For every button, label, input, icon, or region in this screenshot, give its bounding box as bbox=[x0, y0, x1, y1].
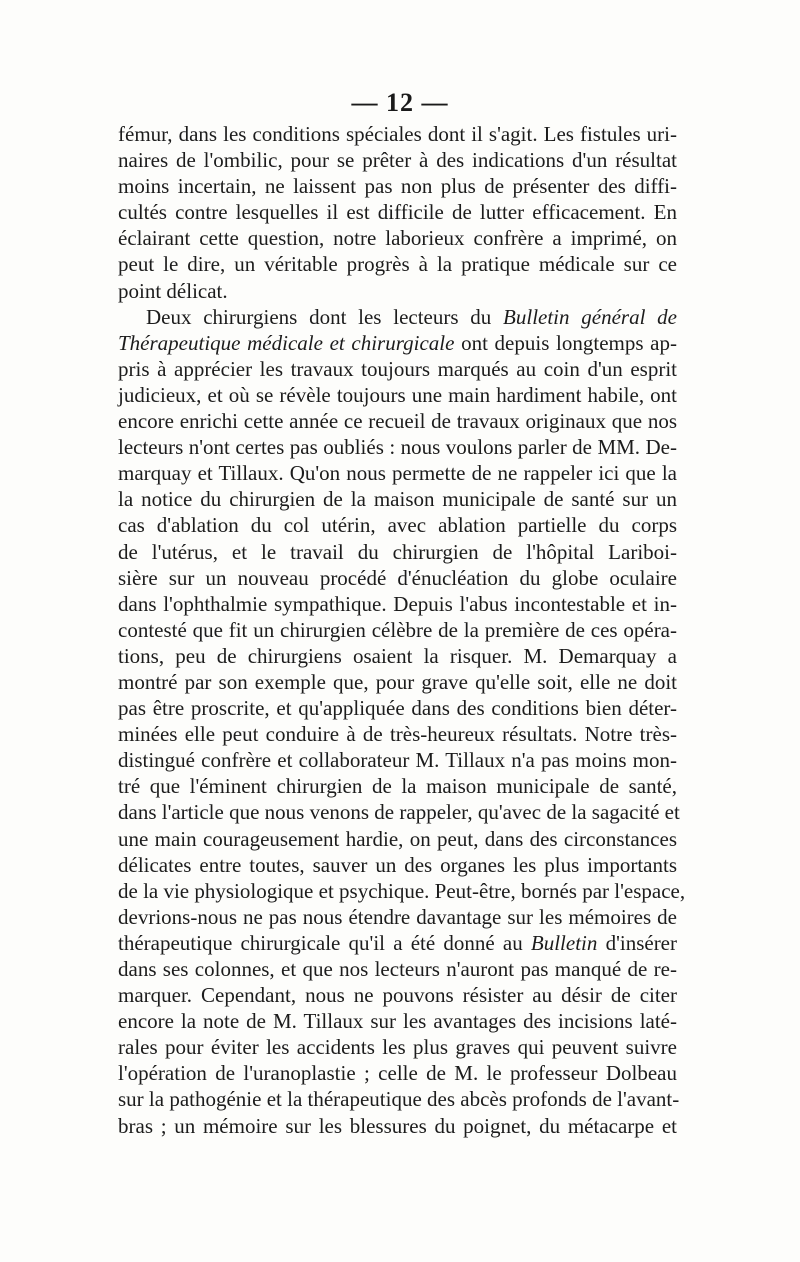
text-line: cas d'ablation du col utérin, avec ablation partielle du corps bbox=[118, 513, 677, 538]
text-line: peut le dire, un véritable progrès à la pratique médicale sur ce bbox=[118, 252, 677, 277]
text-line: la notice du chirurgien de la maison municipale de santé sur un bbox=[118, 487, 677, 512]
text-line: montré par son exemple que, pour grave qu'elle soit, elle ne doit bbox=[118, 669, 677, 694]
text-line: délicates entre toutes, sauver un des organes les plus importants bbox=[118, 852, 677, 877]
page-number: — 12 — bbox=[351, 88, 449, 117]
text-line: lecteurs n'ont certes pas oubliés : nous voulons parler de MM. De- bbox=[118, 435, 677, 460]
text-line: contesté que fit un chirurgien célèbre de la première de ces opéra- bbox=[118, 617, 677, 642]
text-line: dans l'article que nous venons de rappeler, qu'avec de la sagacité et bbox=[118, 800, 680, 825]
body-text bbox=[118, 121, 686, 1139]
text-line: tions, peu de chirurgiens osaient la risquer. M. Demarquay a bbox=[118, 643, 677, 668]
text-line: fémur, dans les conditions spéciales dont il s'agit. Les fistules uri- bbox=[118, 122, 677, 146]
text-line: tré que l'éminent chirurgien de la maison municipale de santé, bbox=[118, 774, 677, 799]
text-line: distingué confrère et collaborateur M. Tillaux n'a pas moins mon- bbox=[118, 748, 677, 773]
text-line: thérapeutique chirurgicale qu'il a été donné au Bulletin d'insérer bbox=[118, 930, 677, 955]
text-line: judicieux, et où se révèle toujours une main hardiment habile, ont bbox=[118, 382, 677, 407]
text-line: encore enrichi cette année ce recueil de travaux originaux que nos bbox=[118, 409, 677, 434]
text-line: point délicat. bbox=[118, 278, 228, 303]
text-line: marquer. Cependant, nous ne pouvons résister au désir de citer bbox=[118, 983, 677, 1008]
text-line: de l'utérus, et le travail du chirurgien de l'hôpital Lariboi- bbox=[118, 539, 677, 564]
text-line: encore la note de M. Tillaux sur les avantages des incisions laté- bbox=[118, 1009, 677, 1034]
text-line: minées elle peut conduire à de très-heureux résultats. Notre très- bbox=[118, 722, 677, 747]
text-line: bras ; un mémoire sur les blessures du poignet, du métacarpe et bbox=[118, 1113, 677, 1138]
text-line: cultés contre lesquelles il est difficile de lutter efficacement. En bbox=[118, 200, 677, 225]
text-line: dans l'ophthalmie sympathique. Depuis l'abus incontestable et in- bbox=[118, 591, 677, 616]
text-line: Deux chirurgiens dont les lecteurs du Bulletin général de bbox=[146, 304, 677, 329]
text-line: moins incertain, ne laissent pas non plus de présenter des diffi- bbox=[118, 174, 677, 199]
text-line: une main courageusement hardie, on peut, dans des circonstances bbox=[118, 826, 677, 851]
text-line: marquay et Tillaux. Qu'on nous permette de ne rappeler ici que la bbox=[118, 461, 677, 486]
text-line: de la vie physiologique et psychique. Peut-être, bornés par l'espace, bbox=[118, 878, 686, 903]
text-line: naires de l'ombilic, pour se prêter à des indications d'un résultat bbox=[118, 148, 677, 173]
text-line: dans ses colonnes, et que nos lecteurs n'auront pas manqué de re- bbox=[118, 957, 677, 981]
text-line: rales pour éviter les accidents les plus graves qui peuvent suivre bbox=[118, 1035, 677, 1060]
text-line: pris à apprécier les travaux toujours marqués au coin d'un esprit bbox=[118, 356, 677, 381]
text-line: sière sur un nouveau procédé d'énucléation du globe oculaire bbox=[118, 565, 677, 590]
text-line: l'opération de l'uranoplastie ; celle de M. le professeur Dolbeau bbox=[118, 1061, 677, 1086]
text-line: devrions-nous ne pas nous étendre davantage sur les mémoires de bbox=[118, 904, 677, 929]
text-line: Thérapeutique médicale et chirurgicale ont depuis longtemps ap- bbox=[118, 330, 677, 355]
text-line: sur la pathogénie et la thérapeutique des abcès profonds de l'avant- bbox=[118, 1087, 680, 1112]
text-line: éclairant cette question, notre laborieux confrère a imprimé, on bbox=[118, 226, 677, 251]
text-line: pas être proscrite, et qu'appliquée dans des conditions bien déter- bbox=[118, 696, 677, 721]
